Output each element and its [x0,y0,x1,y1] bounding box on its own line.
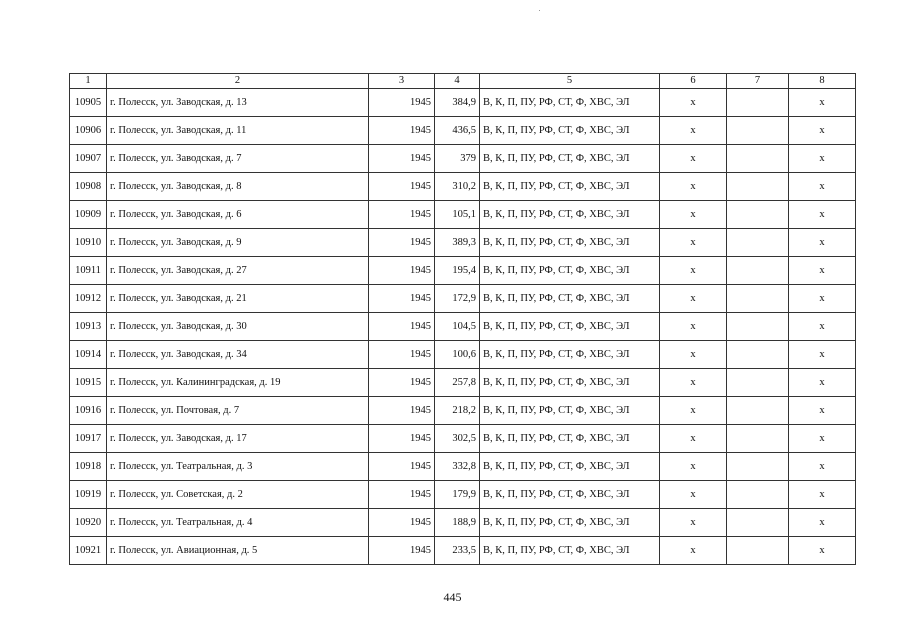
mark-cell-7 [727,117,789,145]
mark-cell-8: х [789,285,856,313]
column-header-2: 2 [107,74,369,89]
area-cell: 310,2 [435,173,480,201]
table-row [70,425,856,453]
address-cell: г. Полесск, ул. Советская, д. 2 [107,481,369,509]
area-cell: 105,1 [435,201,480,229]
year-cell: 1945 [369,285,435,313]
column-header-4: 4 [435,74,480,89]
mark-cell-7 [727,425,789,453]
area-cell: 218,2 [435,397,480,425]
year-cell: 1945 [369,145,435,173]
mark-cell-8: х [789,229,856,257]
year-cell: 1945 [369,173,435,201]
year-cell: 1945 [369,257,435,285]
row-number: 10918 [70,453,107,481]
mark-cell-7 [727,341,789,369]
mark-cell-7 [727,173,789,201]
area-cell: 172,9 [435,285,480,313]
mark-cell-7 [727,229,789,257]
address-cell: г. Полесск, ул. Театральная, д. 4 [107,509,369,537]
address-cell: г. Полесск, ул. Заводская, д. 9 [107,229,369,257]
header-row [70,74,856,89]
page-number: 445 [443,590,462,604]
mark-cell-6: х [660,425,727,453]
mark-cell-6: х [660,537,727,565]
mark-cell-7 [727,397,789,425]
mark-cell-7 [727,369,789,397]
column-header-3: 3 [369,74,435,89]
address-cell: г. Полесск, ул. Заводская, д. 11 [107,117,369,145]
utilities-cell: В, К, П, ПУ, РФ, СТ, Ф, ХВС, ЭЛ [480,537,660,565]
address-cell: г. Полесск, ул. Заводская, д. 7 [107,145,369,173]
column-header-7: 7 [727,74,789,89]
scan-speck [539,10,540,11]
area-cell: 379 [435,145,480,173]
mark-cell-6: х [660,397,727,425]
mark-cell-7 [727,285,789,313]
mark-cell-6: х [660,117,727,145]
utilities-cell: В, К, П, ПУ, РФ, СТ, Ф, ХВС, ЭЛ [480,285,660,313]
mark-cell-8: х [789,425,856,453]
row-number: 10908 [70,173,107,201]
mark-cell-8: х [789,201,856,229]
year-cell: 1945 [369,89,435,117]
mark-cell-6: х [660,173,727,201]
area-cell: 195,4 [435,257,480,285]
address-cell: г. Полесск, ул. Заводская, д. 17 [107,425,369,453]
mark-cell-8: х [789,145,856,173]
row-number: 10921 [70,537,107,565]
table-row [70,257,856,285]
year-cell: 1945 [369,481,435,509]
year-cell: 1945 [369,313,435,341]
table-row [70,369,856,397]
mark-cell-8: х [789,341,856,369]
row-number: 10907 [70,145,107,173]
area-cell: 332,8 [435,453,480,481]
mark-cell-8: х [789,117,856,145]
address-cell: г. Полесск, ул. Заводская, д. 21 [107,285,369,313]
mark-cell-6: х [660,89,727,117]
row-number: 10911 [70,257,107,285]
row-number: 10920 [70,509,107,537]
mark-cell-6: х [660,453,727,481]
mark-cell-6: х [660,257,727,285]
area-cell: 302,5 [435,425,480,453]
utilities-cell: В, К, П, ПУ, РФ, СТ, Ф, ХВС, ЭЛ [480,229,660,257]
utilities-cell: В, К, П, ПУ, РФ, СТ, Ф, ХВС, ЭЛ [480,145,660,173]
year-cell: 1945 [369,201,435,229]
mark-cell-8: х [789,369,856,397]
mark-cell-6: х [660,369,727,397]
area-cell: 104,5 [435,313,480,341]
area-cell: 436,5 [435,117,480,145]
mark-cell-8: х [789,313,856,341]
table-row [70,453,856,481]
column-header-5: 5 [480,74,660,89]
table-header [70,74,856,89]
table-row [70,285,856,313]
row-number: 10909 [70,201,107,229]
year-cell: 1945 [369,509,435,537]
mark-cell-7 [727,537,789,565]
utilities-cell: В, К, П, ПУ, РФ, СТ, Ф, ХВС, ЭЛ [480,481,660,509]
table-body [70,89,856,565]
address-cell: г. Полесск, ул. Заводская, д. 27 [107,257,369,285]
mark-cell-7 [727,201,789,229]
row-number: 10910 [70,229,107,257]
utilities-cell: В, К, П, ПУ, РФ, СТ, Ф, ХВС, ЭЛ [480,425,660,453]
mark-cell-8: х [789,397,856,425]
area-cell: 389,3 [435,229,480,257]
mark-cell-7 [727,453,789,481]
table-row [70,509,856,537]
address-cell: г. Полесск, ул. Театральная, д. 3 [107,453,369,481]
row-number: 10917 [70,425,107,453]
address-cell: г. Полесск, ул. Почтовая, д. 7 [107,397,369,425]
column-header-6: 6 [660,74,727,89]
mark-cell-6: х [660,285,727,313]
area-cell: 233,5 [435,537,480,565]
mark-cell-7 [727,509,789,537]
row-number: 10914 [70,341,107,369]
row-number: 10919 [70,481,107,509]
year-cell: 1945 [369,229,435,257]
row-number: 10913 [70,313,107,341]
mark-cell-6: х [660,145,727,173]
table-row [70,89,856,117]
area-cell: 188,9 [435,509,480,537]
mark-cell-8: х [789,481,856,509]
year-cell: 1945 [369,397,435,425]
mark-cell-8: х [789,509,856,537]
mark-cell-7 [727,257,789,285]
utilities-cell: В, К, П, ПУ, РФ, СТ, Ф, ХВС, ЭЛ [480,173,660,201]
row-number: 10916 [70,397,107,425]
mark-cell-7 [727,89,789,117]
table-row [70,117,856,145]
row-number: 10912 [70,285,107,313]
area-cell: 100,6 [435,341,480,369]
address-cell: г. Полесск, ул. Заводская, д. 30 [107,313,369,341]
utilities-cell: В, К, П, ПУ, РФ, СТ, Ф, ХВС, ЭЛ [480,341,660,369]
area-cell: 384,9 [435,89,480,117]
row-number: 10915 [70,369,107,397]
address-cell: г. Полесск, ул. Авиационная, д. 5 [107,537,369,565]
table-row [70,481,856,509]
column-header-1: 1 [70,74,107,89]
address-cell: г. Полесск, ул. Заводская, д. 8 [107,173,369,201]
table-row [70,145,856,173]
address-cell: г. Полесск, ул. Калининградская, д. 19 [107,369,369,397]
utilities-cell: В, К, П, ПУ, РФ, СТ, Ф, ХВС, ЭЛ [480,257,660,285]
table-row [70,173,856,201]
row-number: 10905 [70,89,107,117]
year-cell: 1945 [369,537,435,565]
utilities-cell: В, К, П, ПУ, РФ, СТ, Ф, ХВС, ЭЛ [480,117,660,145]
utilities-cell: В, К, П, ПУ, РФ, СТ, Ф, ХВС, ЭЛ [480,313,660,341]
mark-cell-7 [727,481,789,509]
mark-cell-6: х [660,313,727,341]
area-cell: 179,9 [435,481,480,509]
address-cell: г. Полесск, ул. Заводская, д. 34 [107,341,369,369]
table-row [70,537,856,565]
mark-cell-8: х [789,537,856,565]
year-cell: 1945 [369,369,435,397]
mark-cell-8: х [789,453,856,481]
utilities-cell: В, К, П, ПУ, РФ, СТ, Ф, ХВС, ЭЛ [480,369,660,397]
year-cell: 1945 [369,425,435,453]
address-cell: г. Полесск, ул. Заводская, д. 13 [107,89,369,117]
address-cell: г. Полесск, ул. Заводская, д. 6 [107,201,369,229]
utilities-cell: В, К, П, ПУ, РФ, СТ, Ф, ХВС, ЭЛ [480,397,660,425]
utilities-cell: В, К, П, ПУ, РФ, СТ, Ф, ХВС, ЭЛ [480,453,660,481]
mark-cell-8: х [789,173,856,201]
year-cell: 1945 [369,453,435,481]
mark-cell-6: х [660,201,727,229]
mark-cell-7 [727,313,789,341]
table-row [70,229,856,257]
mark-cell-6: х [660,341,727,369]
column-header-8: 8 [789,74,856,89]
mark-cell-6: х [660,509,727,537]
table-row [70,397,856,425]
mark-cell-7 [727,145,789,173]
row-number: 10906 [70,117,107,145]
table-row [70,341,856,369]
utilities-cell: В, К, П, ПУ, РФ, СТ, Ф, ХВС, ЭЛ [480,509,660,537]
area-cell: 257,8 [435,369,480,397]
year-cell: 1945 [369,117,435,145]
utilities-cell: В, К, П, ПУ, РФ, СТ, Ф, ХВС, ЭЛ [480,201,660,229]
mark-cell-6: х [660,481,727,509]
table-row [70,313,856,341]
year-cell: 1945 [369,341,435,369]
mark-cell-8: х [789,89,856,117]
table-row [70,201,856,229]
mark-cell-8: х [789,257,856,285]
utilities-cell: В, К, П, ПУ, РФ, СТ, Ф, ХВС, ЭЛ [480,89,660,117]
housing-registry-table [69,73,856,565]
mark-cell-6: х [660,229,727,257]
